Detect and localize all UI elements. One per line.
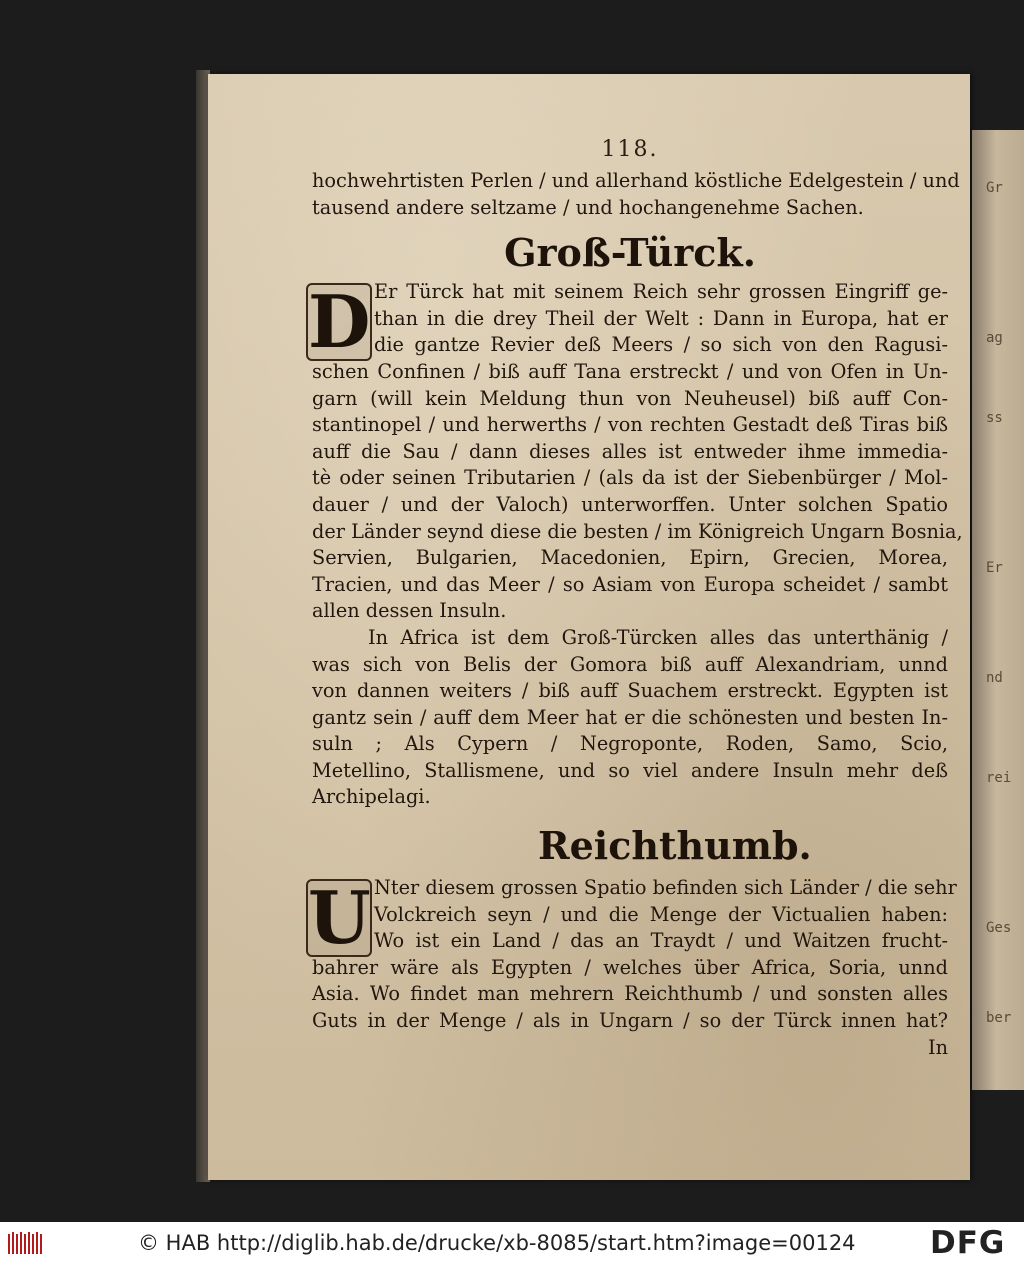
page-text <box>308 128 963 1061</box>
text-line: die gantze Revier deß Meers / so sich von den Ragusi- <box>374 333 948 357</box>
text-line: von dannen weiters / biß auff Suachem erstreckt. Egypten ist <box>312 679 948 703</box>
facing-fragment: nd <box>986 670 1003 686</box>
text-line: garn (will kein Meldung thun von Neuheusel) biß auff Con- <box>312 386 948 410</box>
page-number: 118. <box>601 137 659 162</box>
facing-fragment: Gr <box>986 180 1003 196</box>
text-line: was sich von Belis der Gomora biß auff Alexandriam, unnd <box>312 652 948 676</box>
facing-fragment: Er <box>986 560 1003 576</box>
text-line: Asia. Wo findet man mehrern Reichthumb / und sonsten alles <box>312 982 948 1006</box>
text-line: Nter diesem grossen Spatio befinden sich Länder / die sehr <box>374 876 957 900</box>
facing-fragment: ss <box>986 410 1003 426</box>
paragraph-africa <box>312 625 948 811</box>
text-line: In Africa ist dem Groß-Türcken alles das unterthänig / <box>368 625 948 649</box>
text-line: stantinopel / und herwerths / von rechten Gestadt deß Tiras biß <box>312 413 948 437</box>
text-line: Er Türck hat mit seinem Reich sehr grossen Eingriff ge- <box>374 280 948 304</box>
dfg-logo: DFG <box>930 1225 1006 1261</box>
text-line: schen Confinen / biß auff Tana erstreckt / und von Ofen in Un- <box>312 359 948 383</box>
text-line: tè oder seinen Tributarien / (als da ist der Siebenbürger / Mol- <box>312 466 948 490</box>
text-line: tausend andere seltzame / und hochangenehme Sachen. <box>312 195 864 219</box>
text-line: Metellino, Stallismene, und so viel andere Insuln mehr deß <box>312 758 948 782</box>
text-line: hochwehrtisten Perlen / und allerhand köstliche Edelgestein / und <box>312 169 960 192</box>
hab-logo-icon <box>6 1228 46 1258</box>
text-line: allen dessen Insuln. <box>312 599 507 623</box>
section-heading-reichthumb: Reichthumb. <box>538 823 812 869</box>
facing-fragment: Ges <box>986 920 1012 936</box>
catchword: In <box>927 1035 948 1059</box>
paragraph-reichthumb <box>308 875 957 1035</box>
text-line: Archipelagi. <box>312 785 431 809</box>
text-line: Wo ist ein Land / das an Traydt / und Waitzen frucht- <box>374 929 948 953</box>
facing-fragment: rei <box>986 770 1012 786</box>
text-line: dauer / und der Valoch) unterworffen. Unter solchen Spatio <box>312 492 948 516</box>
text-line: der Länder seynd diese die besten / im Königreich Ungarn Bosnia, <box>312 519 963 543</box>
text-line: than in die drey Theil der Welt : Dann in Europa, hat er <box>374 306 948 330</box>
text-line: Servien, Bulgarien, Macedonien, Epirn, Grecien, Morea, <box>312 546 948 570</box>
facing-fragment: ag <box>986 330 1003 346</box>
facing-fragment: ber <box>986 1010 1012 1026</box>
text-line: auff die Sau / dann dieses alles ist entweder ihme immedia- <box>312 439 948 463</box>
text-line: bahrer wäre als Egypten / welches über Africa, Soria, unnd <box>312 955 948 979</box>
facing-page-strip <box>972 130 1024 1090</box>
text-line: Guts in der Menge / als in Ungarn / so der Türck innen hat? <box>312 1009 948 1033</box>
drop-cap: U <box>308 875 371 961</box>
footer-bar <box>0 1222 1024 1263</box>
section-heading-gross-tuerck: Groß-Türck. <box>504 230 756 276</box>
drop-cap: D <box>308 279 371 365</box>
text-line: Tracien, und das Meer / so Asiam von Europa scheidet / sambt <box>312 572 948 596</box>
text-line: Volckreich seyn / und die Menge der Victualien haben: <box>374 902 948 926</box>
copyright-link[interactable]: © HAB http://diglib.hab.de/drucke/xb-8085/start.htm?image=00124 <box>138 1231 856 1255</box>
text-line: gantz sein / auff dem Meer hat er die schönesten und besten In- <box>312 705 948 729</box>
paragraph-gross-tuerck <box>308 279 963 625</box>
text-line: suln ; Als Cypern / Negroponte, Roden, Samo, Scio, <box>312 732 948 756</box>
